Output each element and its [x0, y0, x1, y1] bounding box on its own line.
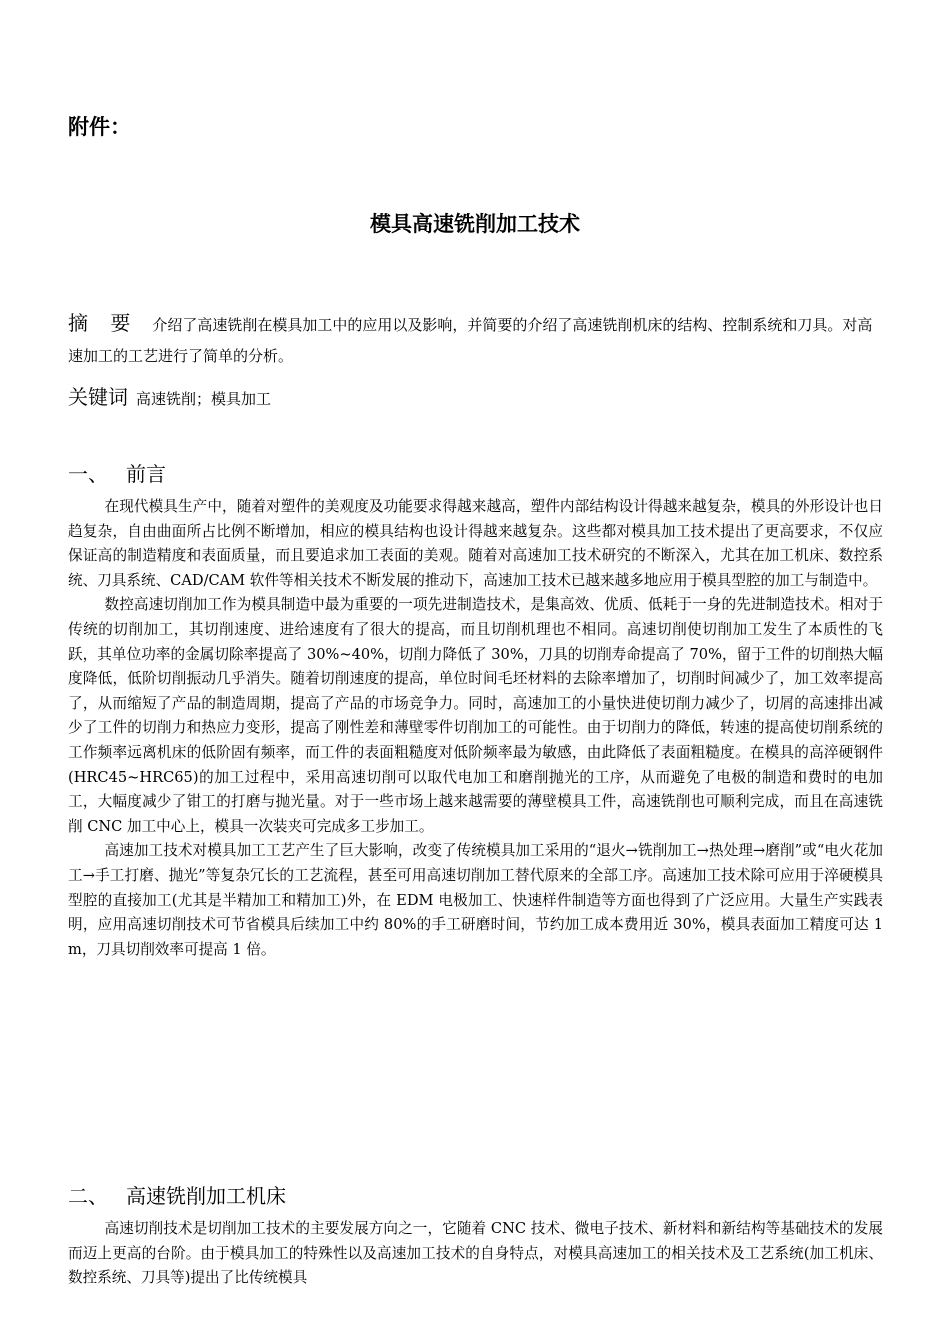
abstract [68, 308, 883, 372]
paragraph: 高速加工技术对模具加工工艺产生了巨大影响，改变了传统模具加工采用的“退火→铣削加工→热处理→磨削”或“电火花加工→手工打磨、抛光”等复杂冗长的工艺流程，甚至可用高速切削加工替代原来的全部工序。高速加工技术除可应用于淬硬模具型腔的直接加工(尤其是半精加工和精加工)外，在 EDM 电极加工、快速样件制造等方面也得到了广泛应用。大量生产实践表明，应用高速切削技术可节省模具后续加工中约 80%的手工研磨时间，节约加工成本费用近 30%，模具表面加工精度可达 1 m，刀具切削效率可提高 1 倍。 [68, 842, 883, 958]
abstract-text: 介绍了高速铣削在模具加工中的应用以及影响，并简要的介绍了高速铣削机床的结构、控制系统和刀具。对高速加工的工艺进行了简单的分析。 [68, 316, 873, 365]
paragraph: 高速切削技术是切削加工技术的主要发展方向之一，它随着 CNC 技术、微电子技术、新材料和新结构等基础技术的发展而迈上更高的台阶。由于模具加工的特殊性以及高速加工技术的自身特点，对模具高速加工的相关技术及工艺系统(加工机床、数控系统、刀具等)提出了比传统模具 [68, 1220, 883, 1287]
keywords [68, 382, 271, 415]
section-number: 一、 [68, 462, 108, 486]
paragraph: 数控高速切削加工作为模具制造中最为重要的一项先进制造技术，是集高效、优质、低耗于一身的先进制造技术。相对于传统的切削加工，其切削速度、进给速度有了很大的提高，而且切削机理也不相同。高速切削使切削加工发生了本质性的飞跃，其单位功率的金属切除率提高了 30%~40%，切削力降低了 30%，刀具的切削寿命提高了 70%，留于工件的切削热大幅度降低，低阶切削振动几乎消失。随着切削速度的提高，单位时间毛坯材料的去除率增加了，切削时间减少了，加工效率提高了，从而缩短了产品的制造周期，提高了产品的市场竞争力。同时，高速加工的小量快进使切削力减少了，切屑的高速排出减少了工件的切削力和热应力变形，提高了刚性差和薄壁零件切削加工的可能性。由于切削力的降低，转速的提高使切削系统的工作频率远离机床的低阶固有频率，而工件的表面粗糙度对低阶频率最为敏感，由此降低了表面粗糙度。在模具的高淬硬钢件(HRC45~HRC65)的加工过程中，采用高速切削可以取代电加工和磨削抛光的工序，从而避免了电极的制造和费时的电加工，大幅度减少了钳工的打磨与抛光量。对于一些市场上越来越需要的薄壁模具工件，高速铣削也可顺利完成，而且在高速铣削 CNC 加工中心上，模具一次装夹可完成多工步加工。 [68, 596, 883, 835]
section-heading [68, 1180, 883, 1209]
attachment-label: 附件： [68, 115, 131, 139]
section-title: 前言 [126, 462, 166, 486]
section-title: 高速铣削加工机床 [126, 1184, 286, 1208]
keywords-text: 高速铣削；模具加工 [136, 390, 272, 408]
paragraph: 在现代模具生产中，随着对塑件的美观度及功能要求得越来越高，塑件内部结构设计得越来越复杂，模具的外形设计也日趋复杂，自由曲面所占比例不断增加，相应的模具结构也设计得越来越复杂。这些都对模具加工技术提出了更高要求，不仅应保证高的制造精度和表面质量，而且要追求加工表面的美观。随着对高速加工技术研究的不断深入，尤其在加工机床、数控系统、刀具系统、CAD/CAM 软件等相关技术不断发展的推动下，高速加工技术已越来越多地应用于模具型腔的加工与制造中。 [68, 498, 883, 589]
section-number: 二、 [68, 1184, 108, 1208]
section-heading [68, 458, 883, 487]
document-title: 模具高速铣削加工技术 [370, 212, 580, 236]
section-introduction [68, 458, 883, 962]
keywords-label: 关键词 [68, 385, 128, 409]
section-high-speed-milling-machines [68, 1180, 883, 1291]
abstract-label: 摘 要 [68, 311, 139, 335]
